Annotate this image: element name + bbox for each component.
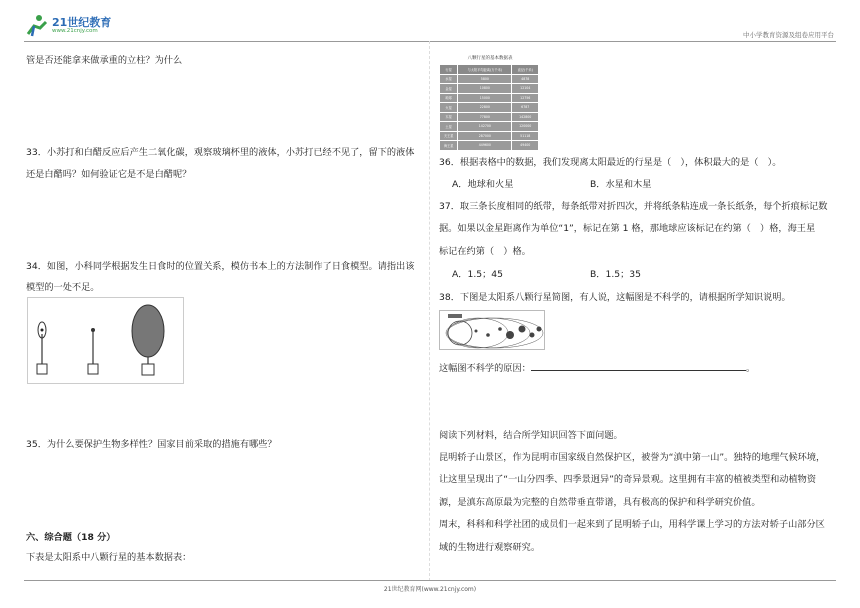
table-row xyxy=(440,84,539,94)
q35-text: 35．为什么要保护生物多样性？国家目前采取的措施有哪些？ xyxy=(26,439,277,450)
q37-option-a: A．1.5；45 xyxy=(452,269,503,280)
table-cell: 天王星 xyxy=(440,131,458,141)
logo-runner-icon xyxy=(24,14,50,38)
planet-table-title: 八颗行星的基本数据表 xyxy=(467,56,513,61)
para1-line2: 让这里呈现出了“一山分四季、四季景迥异”的奇异景观。这里拥有丰富的植被类型和动植物资 xyxy=(439,474,817,485)
reading-intro: 阅读下列材料，结合所学知识回答下面问题。 xyxy=(439,430,623,441)
table-cell: 120000 xyxy=(512,122,539,132)
column-divider xyxy=(429,41,430,581)
table-cell: 142800 xyxy=(512,112,539,122)
para1-line1: 昆明轿子山景区，作为昆明市国家级自然保护区，被誉为“滇中第一山”。独特的地理气候环境， xyxy=(439,452,826,463)
table-row xyxy=(440,103,539,113)
table-intro-text: 下表是太阳系中八颗行星的基本数据表： xyxy=(26,552,192,563)
q33-line2: 还是白醋吗？如何验证它是不是白醋呢？ xyxy=(26,169,192,180)
q37-option-b: B．1.5；35 xyxy=(590,269,641,280)
table-cell: 22800 xyxy=(458,103,512,113)
q34-line1: 34．如图，小科同学根据发生日食时的位置关系，模仿书本上的方法制作了日食模型。请指出该 xyxy=(26,261,415,272)
solar-system-image xyxy=(439,310,545,350)
q38-answer-label: 这幅图不科学的原因： xyxy=(439,363,531,374)
q37-line3: 标记在约第（ ）格。 xyxy=(439,246,531,257)
q38-text: 38．下图是太阳系八颗行星简图，有人说，这幅图是不科学的，请根据所学知识说明。 xyxy=(439,292,791,303)
planet-table xyxy=(439,64,539,151)
table-header-cell: 与太阳平均距离(万千米) xyxy=(458,65,512,75)
table-cell: 10800 xyxy=(458,84,512,94)
table-row xyxy=(440,74,539,84)
table-cell: 土星 xyxy=(440,122,458,132)
table-cell: 金星 xyxy=(440,84,458,94)
header-divider xyxy=(24,41,836,42)
logo-text: 21世纪教育 xyxy=(52,16,112,29)
table-row xyxy=(440,141,539,151)
q37-line2: 据。如果以金星距离作为单位“1”，标记在第 1 格，那地球应该标记在约第（ ）格，海王星 xyxy=(439,223,816,234)
q36-option-a: A．地球和火星 xyxy=(452,179,514,190)
table-cell: 水星 xyxy=(440,74,458,84)
table-header-row xyxy=(440,65,539,75)
table-cell: 火星 xyxy=(440,103,458,113)
q37-line1: 37．取三条长度相同的纸带，每条纸带对折四次，并将纸条粘连成一条长纸条，每个折痕标记数 xyxy=(439,201,828,212)
table-cell: 15000 xyxy=(458,93,512,103)
logo-sub: www.21cnjy.com xyxy=(52,28,98,34)
table-row xyxy=(440,93,539,103)
table-cell: 海王星 xyxy=(440,141,458,151)
table-row xyxy=(440,131,539,141)
q36-text: 36．根据表格中的数据，我们发现离太阳最近的行星是（ ），体积最大的是（ ）。 xyxy=(439,157,782,168)
q34-line2: 模型的一处不足。 xyxy=(26,282,100,293)
table-cell: 77800 xyxy=(458,112,512,122)
table-cell: 49400 xyxy=(512,141,539,151)
planet-table-image xyxy=(439,54,541,146)
section6-heading: 六、综合题（18 分） xyxy=(26,532,116,543)
footer-text: 21世纪教育网(www.21cnjy.com) xyxy=(383,586,477,593)
table-header-cell: 行星 xyxy=(440,65,458,75)
table-cell: 地球 xyxy=(440,93,458,103)
table-header-cell: 直径(千米) xyxy=(512,65,539,75)
table-row xyxy=(440,112,539,122)
table-cell: 4878 xyxy=(512,74,539,84)
para2-line2: 域的生物进行观察研究。 xyxy=(439,542,541,553)
table-cell: 12756 xyxy=(512,93,539,103)
para1-line3: 源，是滇东高原最为完整的自然带垂直带谱，具有极高的保护和科学研究价值。 xyxy=(439,497,761,508)
q38-answer-blank[interactable] xyxy=(531,360,746,371)
para2-line1: 周末，科科和科学社团的成员们一起来到了昆明轿子山，用科学课上学习的方法对轿子山部分区 xyxy=(439,519,825,530)
q38-answer-end: 。 xyxy=(745,363,756,374)
q33-line1: 33．小苏打和白醋反应后产生二氧化碳，观察玻璃杯里的液体，小苏打已经不见了，留下的液体 xyxy=(26,147,415,158)
table-cell: 449600 xyxy=(458,141,512,151)
q32-continued-text: 管是否还能拿来做承重的立柱？为什么 xyxy=(26,55,183,66)
header-right-text: 中小学教育资源及组卷应用平台 xyxy=(743,31,834,39)
q38-answer-line xyxy=(439,360,755,375)
table-cell: 287000 xyxy=(458,131,512,141)
table-cell: 12104 xyxy=(512,84,539,94)
table-cell: 5800 xyxy=(458,74,512,84)
table-cell: 142700 xyxy=(458,122,512,132)
q36-option-b: B．水星和木星 xyxy=(590,179,652,190)
table-cell: 木星 xyxy=(440,112,458,122)
table-cell: 51118 xyxy=(512,131,539,141)
eclipse-model-image xyxy=(27,297,184,384)
table-cell: 6787 xyxy=(512,103,539,113)
table-row xyxy=(440,122,539,132)
footer-divider xyxy=(24,580,836,581)
logo xyxy=(24,12,154,40)
